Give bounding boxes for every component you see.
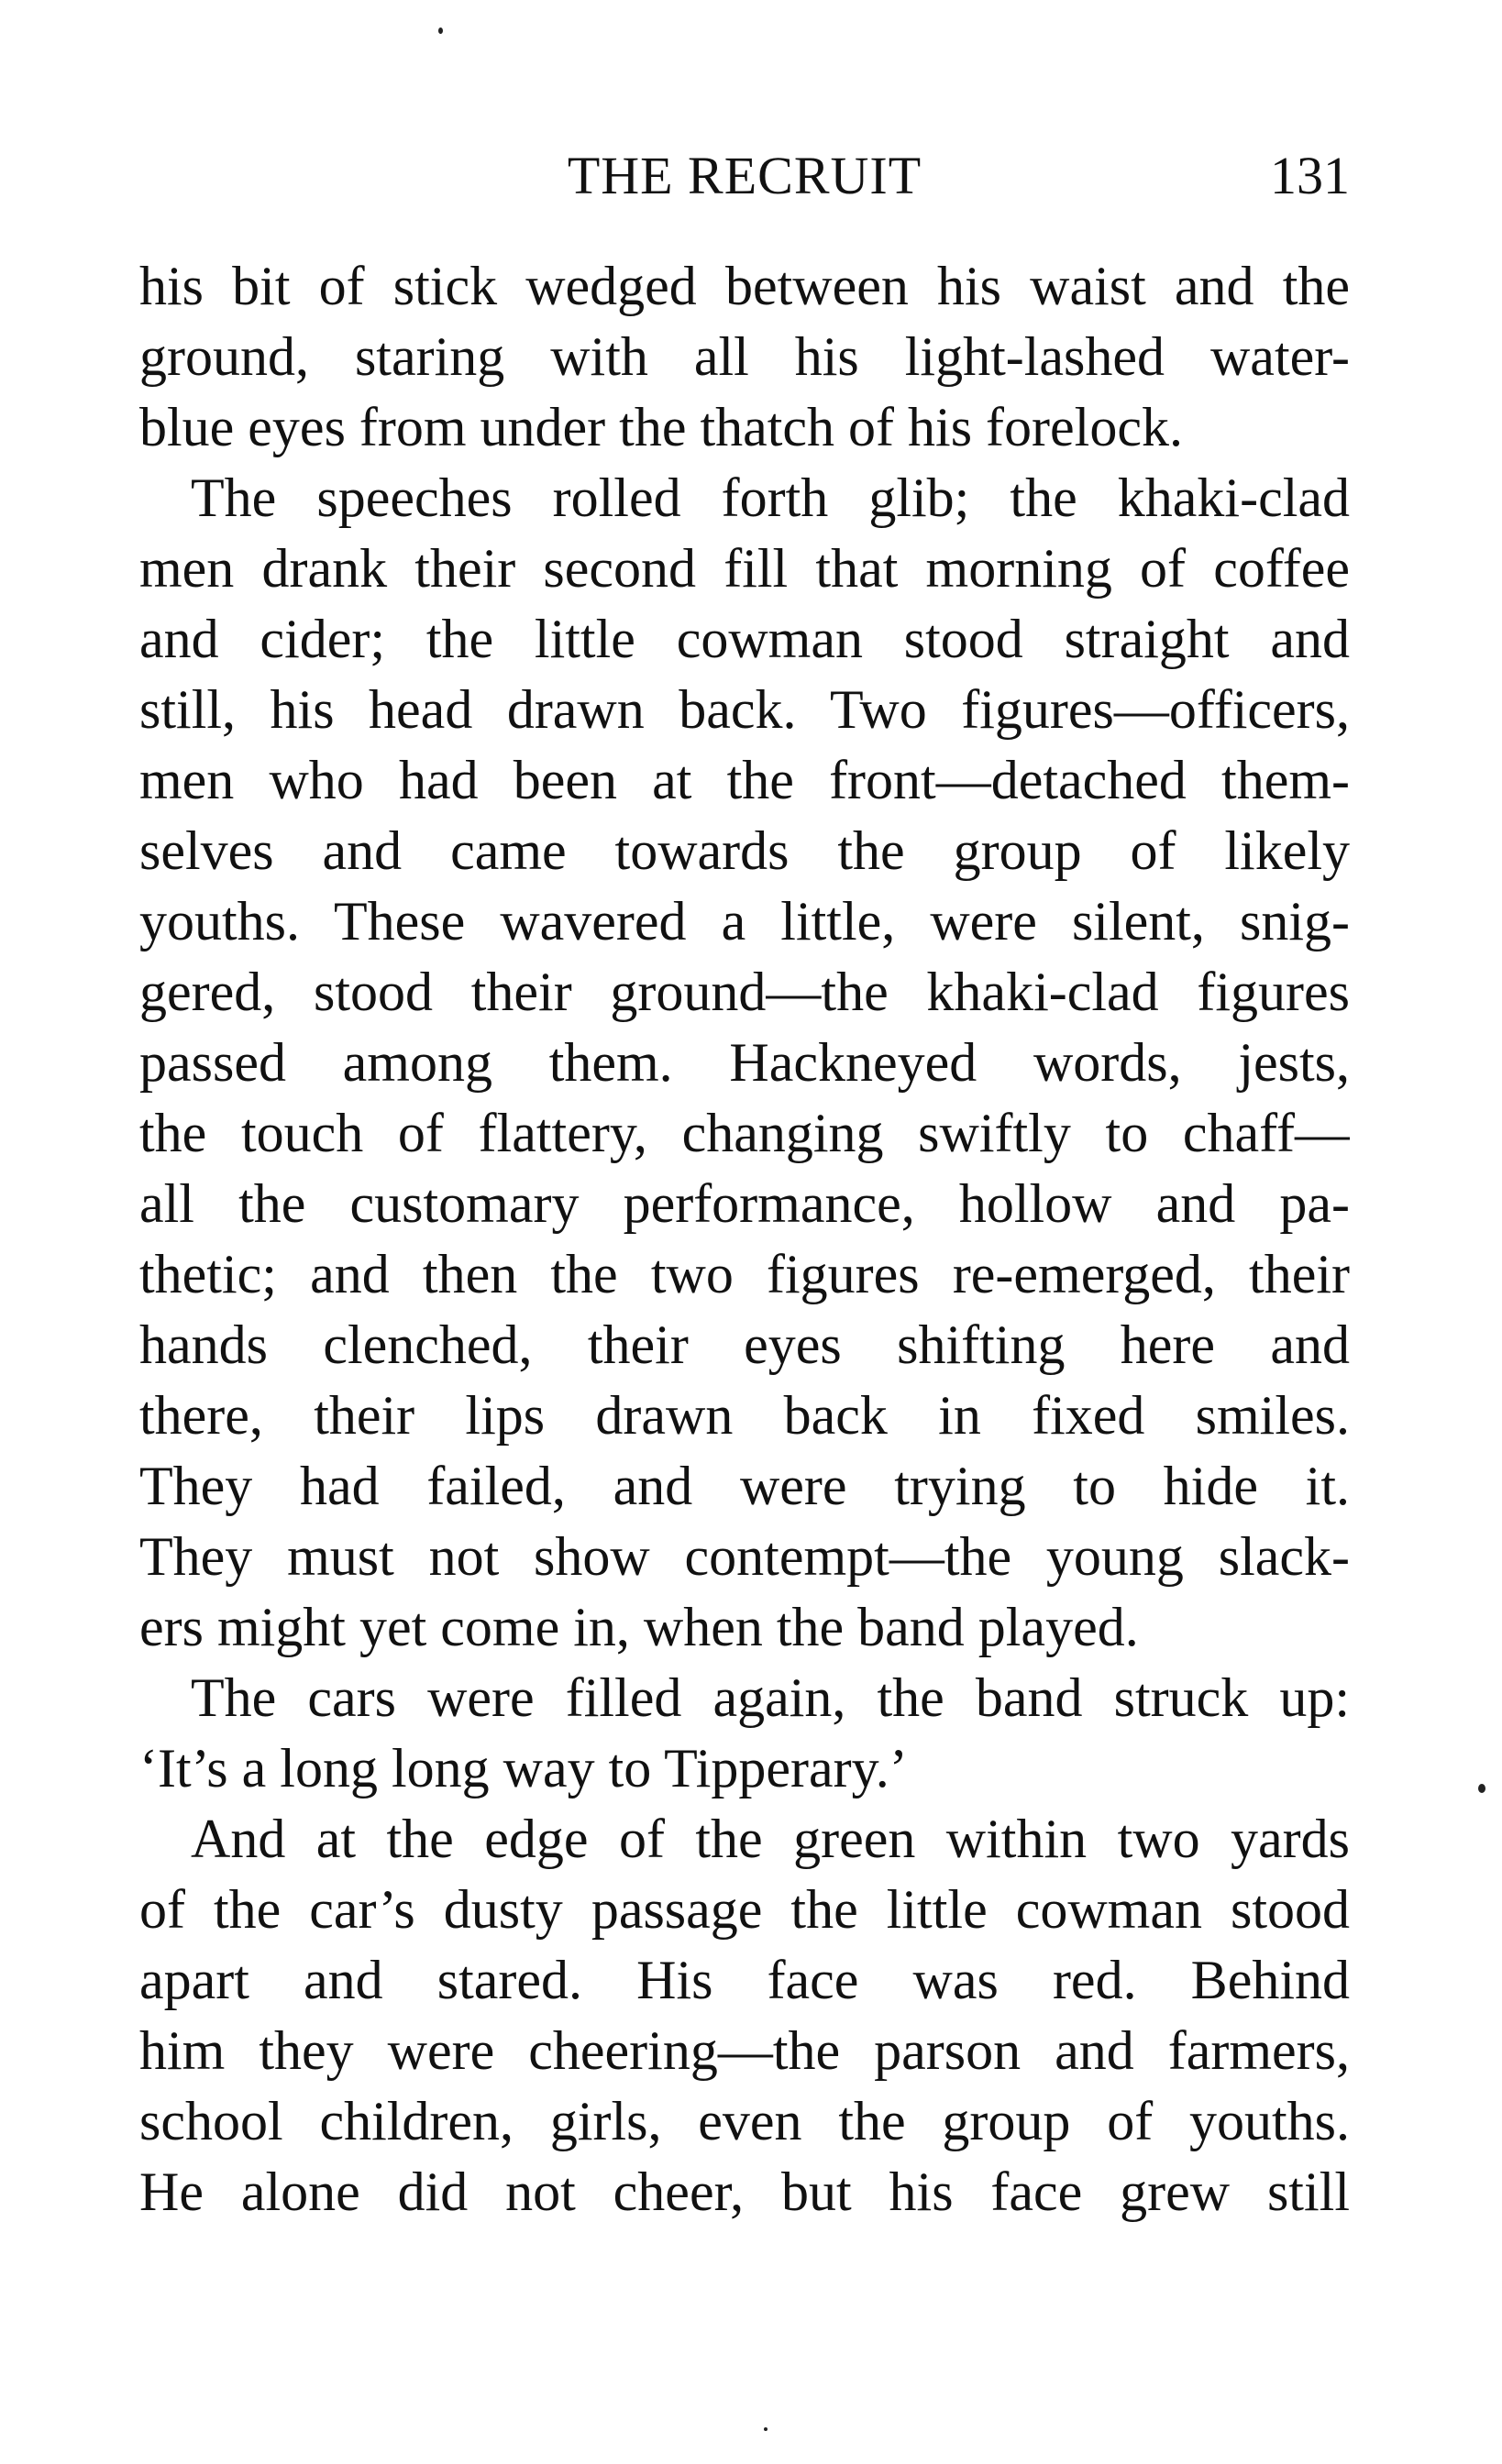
text-line: still, his head drawn back. Two figures—officers, [139, 679, 1350, 740]
text-line: ‘It’s a long long way to Tipperary.’ [139, 1738, 908, 1798]
paragraph-start-line: And at the edge of the green within two yards [191, 1809, 1350, 1869]
text-line: hands clenched, their eyes shifting here and [139, 1314, 1350, 1375]
text-line: the touch of flattery, changing swiftly to chaff— [139, 1103, 1350, 1163]
text-line: school children, girls, even the group of youths. [139, 2091, 1350, 2151]
text-line: They must not show contempt—the young slack- [139, 1526, 1350, 1587]
text-line: passed among them. Hackneyed words, jests, [139, 1032, 1350, 1093]
text-line: apart and stared. His face was red. Behind [139, 1950, 1350, 2010]
text-line: thetic; and then the two figures re-emerged, their [139, 1244, 1350, 1304]
text-line: him they were cheering—the parson and farmers, [139, 2020, 1350, 2081]
text-line: gered, stood their ground—the khaki-clad figures [139, 962, 1350, 1022]
text-line: blue eyes from under the thatch of his forelock. [139, 397, 1183, 457]
ink-speck-margin [1478, 1784, 1485, 1793]
text-line: selves and came towards the group of likely [139, 820, 1350, 881]
ink-speck-bottom [764, 2427, 768, 2431]
body-text [139, 251, 1350, 2228]
text-line: They had failed, and were trying to hide it. [139, 1456, 1350, 1516]
text-line: He alone did not cheer, but his face grew still [139, 2162, 1350, 2222]
text-line: ers might yet come in, when the band played. [139, 1597, 1139, 1657]
text-line: of the car’s dusty passage the little cowman stood [139, 1879, 1350, 1940]
text-line: men who had been at the front—detached them- [139, 750, 1350, 810]
page-number: 131 [1270, 146, 1350, 205]
text-line: and cider; the little cowman stood straight and [139, 609, 1350, 669]
page-header [139, 139, 1350, 213]
text-line: men drank their second fill that morning of coffee [139, 538, 1350, 599]
text-line: his bit of stick wedged between his waist and the [139, 256, 1350, 316]
ink-speck-top [438, 28, 443, 34]
paragraph-start-line: The speeches rolled forth glib; the khaki-clad [191, 468, 1350, 528]
text-line: all the customary performance, hollow and pa- [139, 1173, 1350, 1234]
text-line: ground, staring with all his light-lashed water- [139, 326, 1350, 387]
text-line: youths. These wavered a little, were silent, snig- [139, 891, 1350, 952]
paragraph-start-line: The cars were filled again, the band struck up: [191, 1667, 1350, 1728]
running-title: THE RECRUIT [567, 146, 922, 205]
text-line: there, their lips drawn back in fixed smiles. [139, 1385, 1350, 1446]
